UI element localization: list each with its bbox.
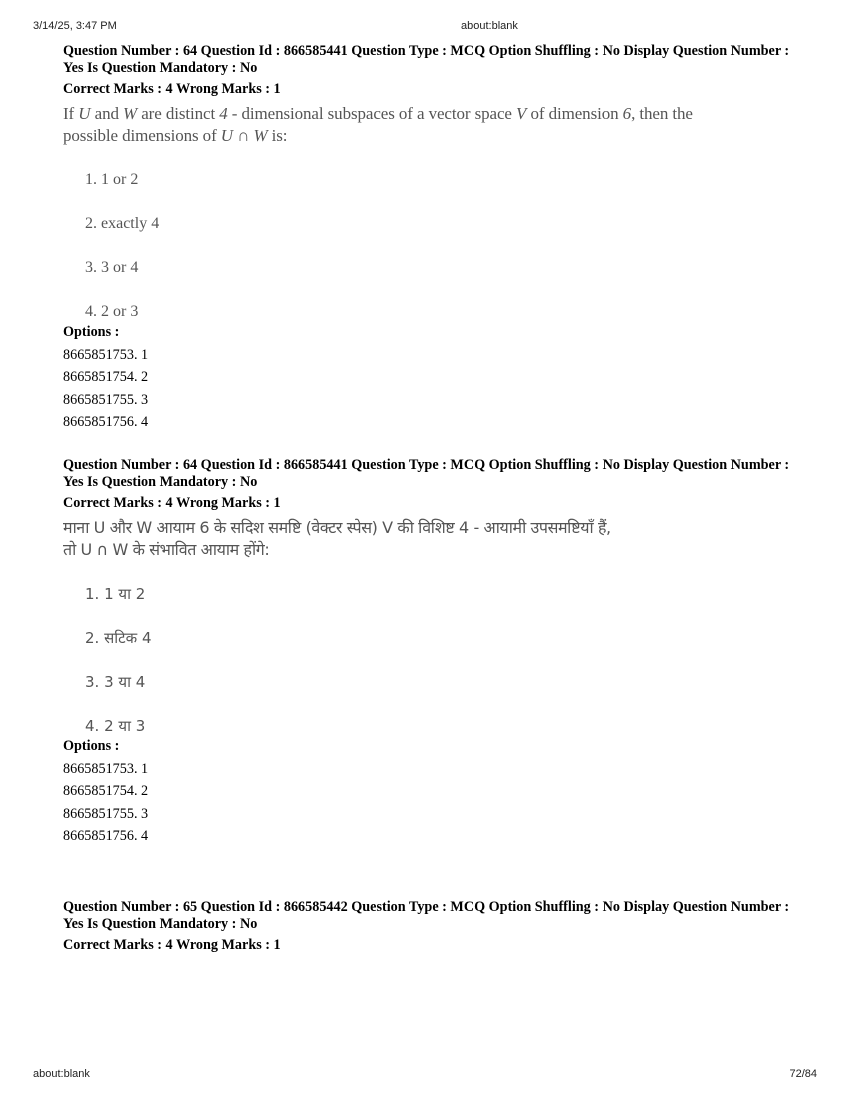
print-datetime: 3/14/25, 3:47 PM [33, 20, 117, 32]
answer-choice: 2. exactly 4 [85, 215, 160, 232]
print-url: about:blank [33, 1068, 90, 1080]
options-heading: Options : [63, 324, 120, 340]
question-meta: Question Number : 64 Question Id : 866585441 Question Type : MCQ Option Shuffling : No Display Question Number : Yes Is Question Mandatory : No [63, 457, 790, 490]
question-block-next [63, 899, 793, 954]
question-text: माना U और W आयाम 6 के सदिश समष्टि (वेक्टर स्पेस) V की विशिष्ट 4 - आयामी उपसमष्टियाँ हैं, तो U ∩ W के संभावित आयाम होंगे: [63, 518, 611, 559]
option-id: 8665851756. 4 [63, 828, 149, 844]
print-title: about:blank [461, 20, 518, 32]
option-id: 8665851754. 2 [63, 783, 149, 799]
option-id: 8665851755. 3 [63, 391, 149, 408]
page-number: 72/84 [789, 1068, 817, 1080]
option-id: 8665851753. 1 [63, 760, 149, 777]
option-id: 8665851756. 4 [63, 414, 149, 430]
print-footer [0, 1068, 850, 1084]
answer-choice: 4. 2 or 3 [85, 303, 139, 320]
answer-choice: 3. 3 or 4 [85, 259, 139, 276]
answer-choice: 4. 2 या 3 [85, 717, 146, 735]
answer-choice: 1. 1 या 2 [85, 585, 146, 603]
question-block-english [63, 43, 793, 431]
option-id: 8665851753. 1 [63, 346, 149, 363]
answer-choice: 1. 1 or 2 [85, 171, 139, 188]
answer-choice: 3. 3 या 4 [85, 673, 146, 691]
option-id: 8665851754. 2 [63, 369, 149, 385]
print-header [0, 20, 850, 36]
option-id: 8665851755. 3 [63, 805, 149, 822]
question-meta: Question Number : 65 Question Id : 866585442 Question Type : MCQ Option Shuffling : No Display Question Number : Yes Is Question Mandatory : No [63, 899, 790, 932]
answer-choices [85, 584, 793, 736]
answer-choices [85, 170, 793, 322]
question-marks: Correct Marks : 4 Wrong Marks : 1 [63, 937, 281, 953]
question-block-hindi [63, 457, 793, 845]
question-marks: Correct Marks : 4 Wrong Marks : 1 [63, 81, 281, 97]
options-heading: Options : [63, 738, 120, 754]
answer-choice: 2. सटिक 4 [85, 629, 152, 647]
question-marks: Correct Marks : 4 Wrong Marks : 1 [63, 495, 281, 511]
question-meta: Question Number : 64 Question Id : 866585441 Question Type : MCQ Option Shuffling : No Display Question Number : Yes Is Question Mandatory : No [63, 43, 790, 76]
question-text: If U and W are distinct 4 - dimensional subspaces of a vector space V of dimension 6, then the possible dimensions of U ∩ W is: [63, 104, 693, 145]
